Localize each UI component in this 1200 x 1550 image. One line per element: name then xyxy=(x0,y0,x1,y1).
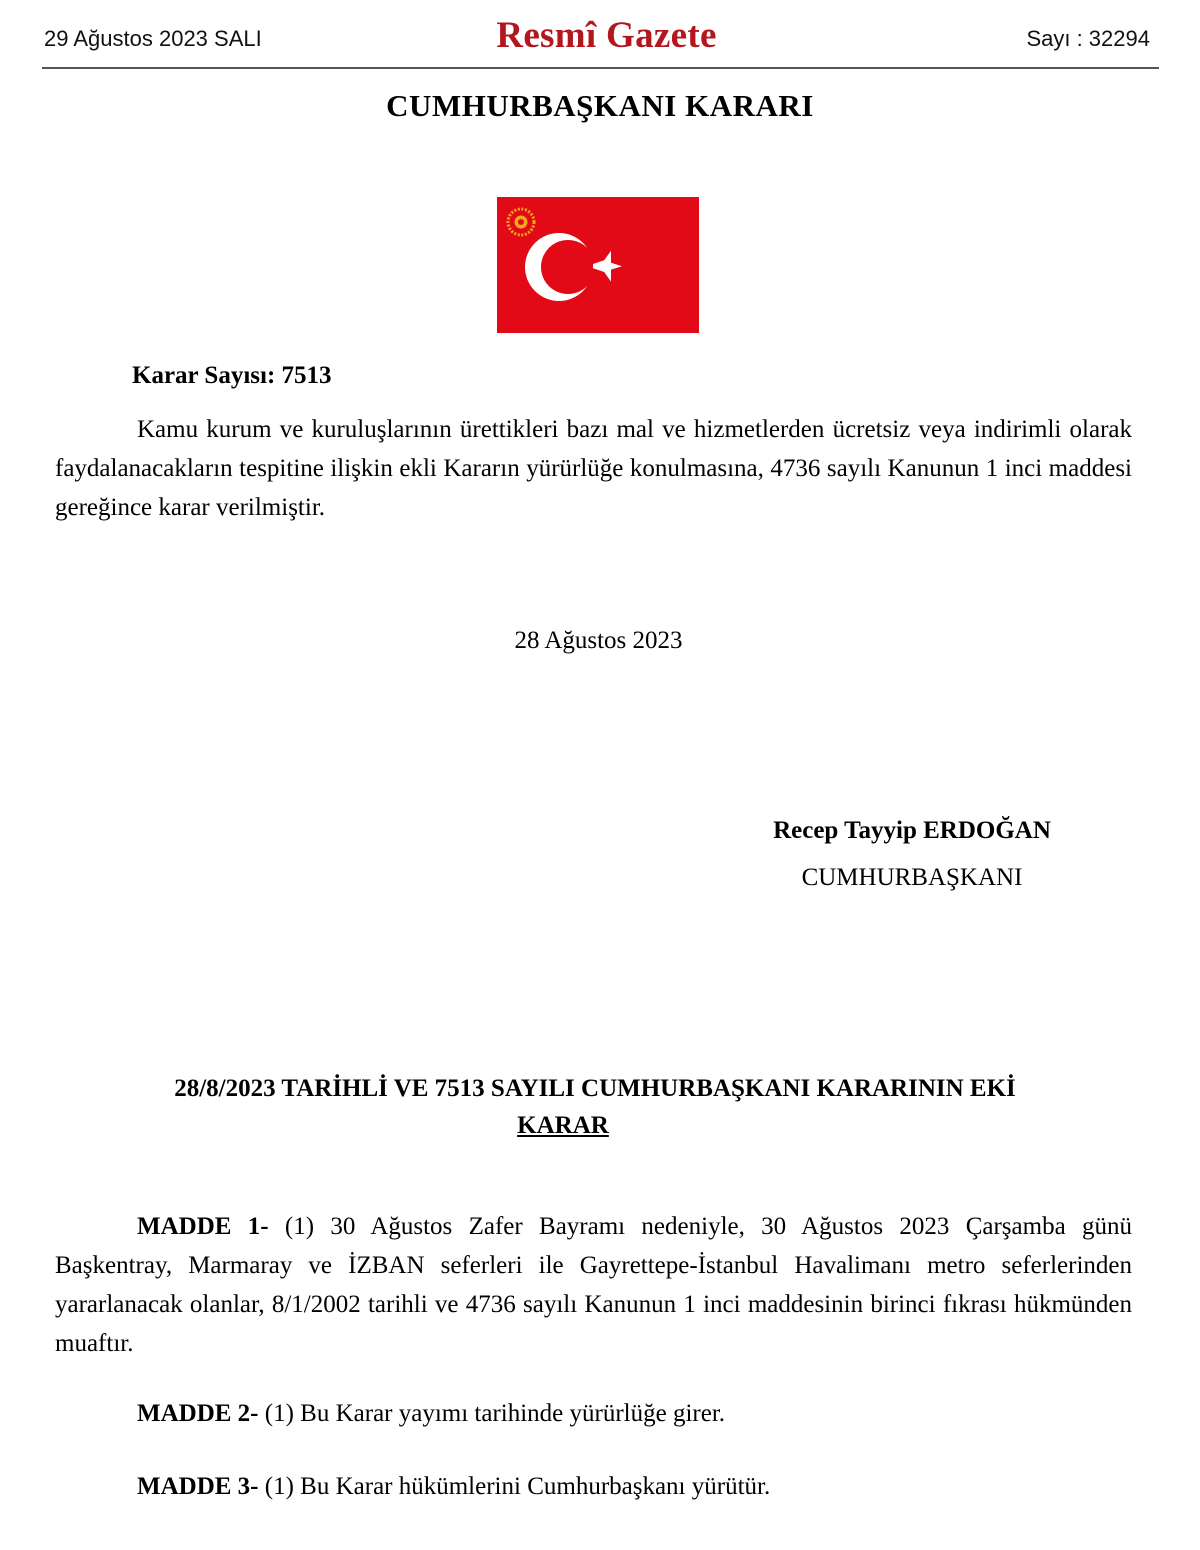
article-3-text: (1) Bu Karar hükümlerini Cumhurbaşkanı yürütür. xyxy=(264,1473,771,1500)
article-3-label: MADDE 3- xyxy=(137,1473,259,1500)
signatory-title: CUMHURBAŞKANI xyxy=(801,864,1023,891)
decision-number: Karar Sayısı: 7513 xyxy=(132,362,332,389)
article-3 xyxy=(55,1467,1132,1506)
gazette-date: 29 Ağustos 2023 SALI xyxy=(44,26,262,51)
annex-subheading: KARAR xyxy=(517,1112,609,1139)
preamble-paragraph xyxy=(55,410,1132,527)
article-1 xyxy=(55,1207,1132,1363)
decision-date: 28 Ağustos 2023 xyxy=(514,627,683,654)
turkish-flag-icon xyxy=(497,197,699,333)
preamble-text: Kamu kurum ve kuruluşlarının ürettikleri bazı mal ve hizmetlerden ücretsiz veya indirimli olarak faydalanacakların tespitine ilişkin ekli Kararın yürürlüğe konulmasına, 4736 sayılı Kanunun 1 inci maddesi gereğince karar verilmiştir. xyxy=(55,416,1132,521)
article-2-label: MADDE 2- xyxy=(137,1400,259,1427)
article-1-label: MADDE 1- xyxy=(137,1213,269,1240)
article-2-text: (1) Bu Karar yayımı tarihinde yürürlüğe girer. xyxy=(264,1400,726,1427)
signatory-name: Recep Tayyip ERDOĞAN xyxy=(773,817,1051,844)
document-title: CUMHURBAŞKANI KARARI xyxy=(386,88,814,123)
gazette-masthead: Resmî Gazete xyxy=(496,15,717,56)
annex-heading: 28/8/2023 TARİHLİ VE 7513 SAYILI CUMHURBAŞKANI KARARININ EKİ xyxy=(174,1075,1016,1102)
article-1-text: (1) 30 Ağustos Zafer Bayramı nedeniyle, 30 Ağustos 2023 Çarşamba günü Başkentray, Marmaray ve İZBAN seferleri ile Gayrettepe-İstanbul Havalimanı metro seferlerinden yararlanacak olanlar, 8/1/2002 tarihli ve 4736 sayılı Kanunun 1 inci maddesinin birinci fıkrası hükmünden muaftır. xyxy=(55,1213,1132,1357)
article-2 xyxy=(55,1394,1132,1433)
header-divider xyxy=(42,67,1159,69)
gazette-issue-number: Sayı : 32294 xyxy=(1026,26,1150,51)
